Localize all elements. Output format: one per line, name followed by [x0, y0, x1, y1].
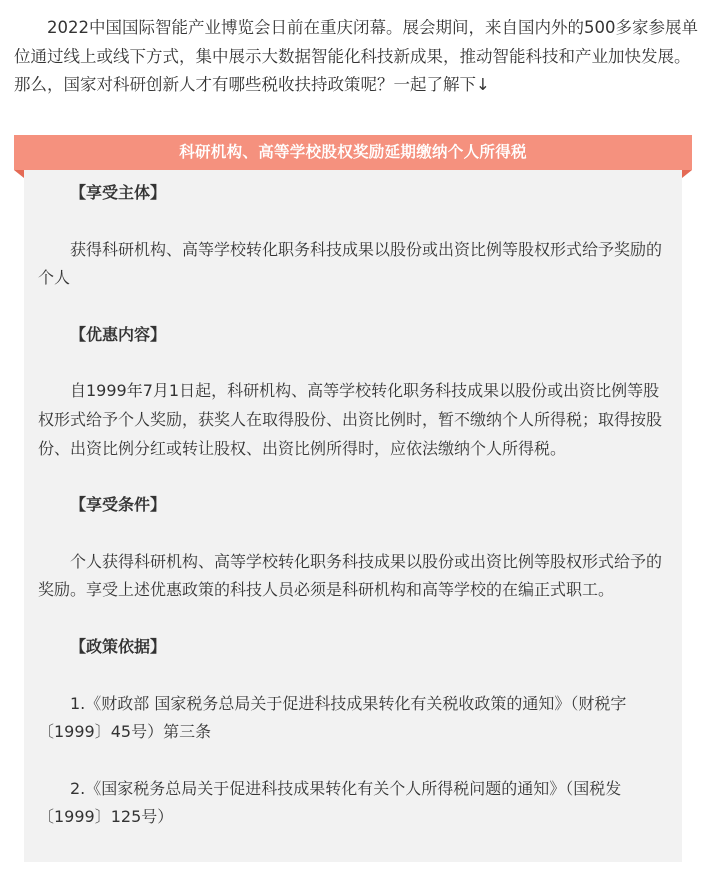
policy-content	[38, 170, 670, 832]
intro-paragraph: 2022中国国际智能产业博览会日前在重庆闭幕。展会期间，来自国内外的500多家参展单位通过线上或线下方式，集中展示大数据智能化科技新成果，推动智能科技和产业加快发展。那么，国家对科研创新人才有哪些税收扶持政策呢？一起了解下↓	[14, 18, 698, 94]
banner-fold-right	[682, 170, 692, 178]
policy-panel	[24, 170, 682, 862]
heading-benefit: 【优惠内容】	[70, 324, 167, 344]
heading-conditions: 【享受条件】	[70, 495, 167, 515]
policy-basis-item-1: 1.《财政部 国家税务总局关于促进科技成果转化有关税收政策的通知》（财税字〔1999〕45号）第三条	[38, 693, 627, 742]
conditions-text: 个人获得科研机构、高等学校转化职务科技成果以股份或出资比例等股权形式给予的奖励。享受上述优惠政策的科技人员必须是科研机构和高等学校的在编正式职工。	[38, 551, 663, 600]
benefit-text: 自1999年7月1日起，科研机构、高等学校转化职务科技成果以股份或出资比例等股权形式给予个人奖励，获奖人在取得股份、出资比例时，暂不缴纳个人所得税；取得按股份、出资比例分红或转让股权、出资比例所得时，应依法缴纳个人所得税。	[38, 381, 663, 458]
heading-policy-basis: 【政策依据】	[70, 636, 167, 656]
beneficiary-text: 获得科研机构、高等学校转化职务科技成果以股份或出资比例等股权形式给予奖励的个人	[38, 239, 663, 288]
banner-fold-left	[14, 170, 24, 178]
section-banner: 科研机构、高等学校股权奖励延期缴纳个人所得税	[14, 135, 692, 170]
policy-basis-item-2: 2.《国家税务总局关于促进科技成果转化有关个人所得税问题的通知》（国税发〔1999〕125号）	[38, 778, 622, 827]
heading-beneficiary: 【享受主体】	[70, 183, 167, 202]
